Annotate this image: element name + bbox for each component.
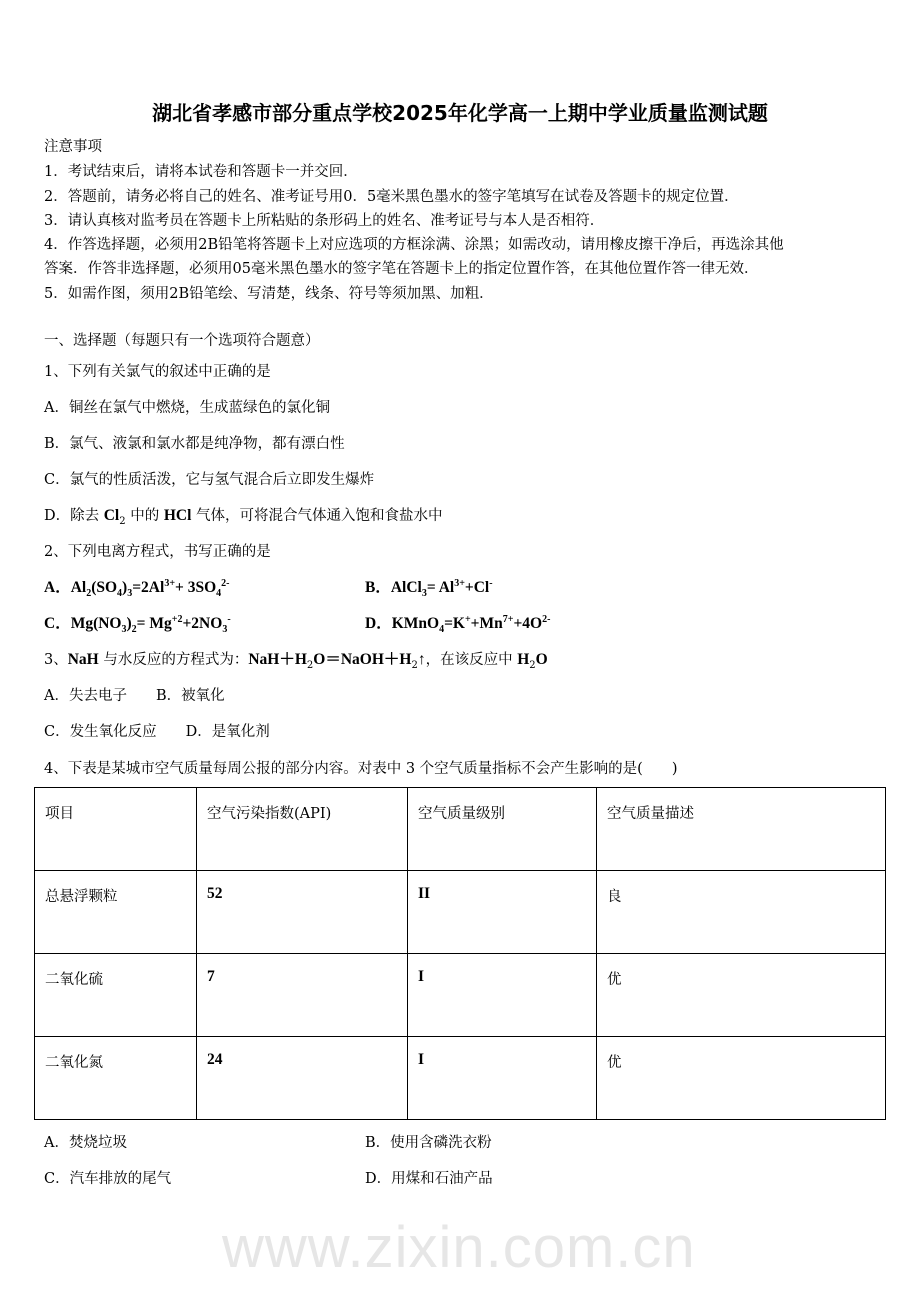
q2-option-b: [365, 578, 493, 598]
text-segment: O＝NaOH＋H: [313, 651, 412, 668]
text-segment: 与水反应的方程式为：: [98, 652, 249, 668]
subscript: 2: [529, 659, 536, 671]
table-cell: 7: [197, 954, 408, 1037]
text-segment: D．KMnO: [365, 615, 440, 632]
table-cell: II: [408, 871, 597, 954]
table-cell: 总悬浮颗粒: [35, 871, 197, 954]
superscript: 7+: [502, 613, 514, 625]
text-segment: = Al: [426, 579, 455, 596]
superscript: 2-: [221, 577, 230, 589]
question-1-stem: 1、下列有关氯气的叙述中正确的是: [44, 364, 271, 380]
text-segment: HCl: [163, 507, 192, 524]
text-segment: +Mn: [470, 615, 503, 632]
text-segment: +4O: [513, 615, 543, 632]
text-segment: B．AlCl: [365, 579, 422, 596]
superscript: 2-: [542, 613, 551, 625]
q4-option-d: D．用煤和石油产品: [365, 1171, 493, 1187]
text-segment: ↑: [417, 651, 426, 668]
text-segment: ): [122, 579, 128, 596]
text-segment: 中的: [125, 508, 164, 524]
subscript: 4: [216, 588, 222, 600]
text-segment: 3、: [44, 652, 68, 668]
superscript: +2: [171, 613, 183, 625]
table-row: [35, 1037, 886, 1120]
table-cell: 优: [597, 1037, 886, 1120]
table-cell: I: [408, 1037, 597, 1120]
note-item: 3．请认真核对监考员在答题卡上所粘贴的条形码上的姓名、准考证号与本人是否相符．: [44, 213, 605, 229]
watermark: www.zixin.com.cn: [222, 1215, 696, 1280]
text-segment: =K: [444, 615, 465, 632]
table-row: [35, 871, 886, 954]
table-cell: 优: [597, 954, 886, 1037]
table-cell: 52: [197, 871, 408, 954]
superscript: -: [489, 577, 493, 589]
text-segment: + 3SO: [175, 579, 217, 596]
note-item: 1．考试结束后，请将本试卷和答题卡一并交回．: [44, 164, 358, 180]
subscript: 2: [306, 659, 314, 671]
q4-option-c: C．汽车排放的尾气: [44, 1171, 172, 1187]
table-header-row: [35, 788, 886, 871]
subscript: 2: [86, 588, 92, 600]
subscript: 3: [127, 588, 133, 600]
header-cell: 空气污染指数(API): [197, 788, 408, 871]
notes-heading: 注意事项: [44, 139, 102, 155]
text-segment: = Mg: [136, 615, 172, 632]
text-segment: (SO: [91, 579, 118, 596]
header-cell: 项目: [35, 788, 197, 871]
note-item: 4．作答选择题，必须用2B铅笔将答题卡上对应选项的方框涂满、涂黑；如需改动，请用橡皮擦干净后，再选涂其他: [44, 237, 784, 253]
q2-option-c: [44, 614, 231, 634]
subscript: 2: [119, 515, 126, 527]
superscript: 3+: [164, 577, 176, 589]
superscript: +: [464, 613, 471, 625]
text-segment: H: [517, 651, 530, 668]
q4-option-a: A．焚烧垃圾: [44, 1135, 127, 1151]
q3-options-cd: C．发生氧化反应 D．是氧化剂: [44, 724, 270, 740]
q2-option-d: [365, 614, 550, 634]
table-row: [35, 954, 886, 1037]
subscript: 2: [411, 659, 418, 671]
q2-option-a: [44, 578, 230, 598]
text-segment: O: [535, 651, 548, 668]
header-cell: 空气质量描述: [597, 788, 886, 871]
subscript: 4: [117, 588, 123, 600]
text-segment: +Cl: [464, 579, 490, 596]
page-title: 湖北省孝感市部分重点学校2025年化学高一上期中学业质量监测试题: [152, 101, 768, 125]
text-segment: NaH＋H: [248, 651, 307, 668]
q1-option-d: [44, 506, 443, 526]
text-segment: C．Mg(NO: [44, 615, 122, 632]
note-item: 5．如需作图，须用2B铅笔绘、写清楚，线条、符号等须加黑、加粗．: [44, 286, 494, 302]
table-cell: 良: [597, 871, 886, 954]
text-segment: ): [126, 615, 132, 632]
air-quality-table: [34, 787, 886, 1120]
q1-option-a: A．铜丝在氯气中燃烧，生成蓝绿色的氯化铜: [44, 400, 330, 416]
text-segment: 气体，可将混合气体通入饱和食盐水中: [191, 508, 443, 524]
note-item: 答案．作答非选择题，必须用05毫米黑色墨水的签字笔在答题卡上的指定位置作答，在其他位置作答一律无效．: [44, 261, 759, 277]
table-cell: 二氧化硫: [35, 954, 197, 1037]
question-3-stem: [44, 650, 548, 670]
question-4-stem: 4、下表是某城市空气质量每周公报的部分内容。对表中 3 个空气质量指标不会产生影响的是( ): [44, 761, 678, 777]
table-cell: 24: [197, 1037, 408, 1120]
subscript: 3: [421, 588, 427, 600]
superscript: -: [227, 613, 231, 625]
section-heading: 一、选择题（每题只有一个选项符合题意）: [44, 333, 320, 349]
subscript: 2: [131, 624, 137, 636]
text-segment: ，在该反应中: [425, 652, 518, 668]
text-segment: Cl: [103, 507, 120, 524]
subscript: 3: [121, 624, 127, 636]
question-2-stem: 2、下列电离方程式，书写正确的是: [44, 544, 271, 560]
text-segment: +2NO: [182, 615, 223, 632]
superscript: 3+: [454, 577, 465, 589]
table-cell: I: [408, 954, 597, 1037]
q1-option-c: C．氯气的性质活泼，它与氢气混合后立即发生爆炸: [44, 472, 375, 488]
text-segment: =2Al: [132, 579, 165, 596]
subscript: 3: [222, 624, 228, 636]
note-item: 2．答题前，请务必将自己的姓名、准考证号用0．5毫米黑色墨水的签字笔填写在试卷及答题卡的规定位置．: [44, 189, 739, 205]
subscript: 4: [439, 624, 445, 636]
text-segment: A．Al: [44, 579, 87, 596]
header-cell: 空气质量级别: [408, 788, 597, 871]
text-segment: NaH: [67, 651, 99, 668]
q4-option-b: B．使用含磷洗衣粉: [365, 1135, 492, 1151]
q3-options-ab: A．失去电子 B．被氧化: [44, 688, 225, 704]
table-cell: 二氧化氮: [35, 1037, 197, 1120]
q1-option-b: B．氯气、液氯和氯水都是纯净物，都有漂白性: [44, 436, 345, 452]
text-segment: D．除去: [44, 508, 104, 524]
